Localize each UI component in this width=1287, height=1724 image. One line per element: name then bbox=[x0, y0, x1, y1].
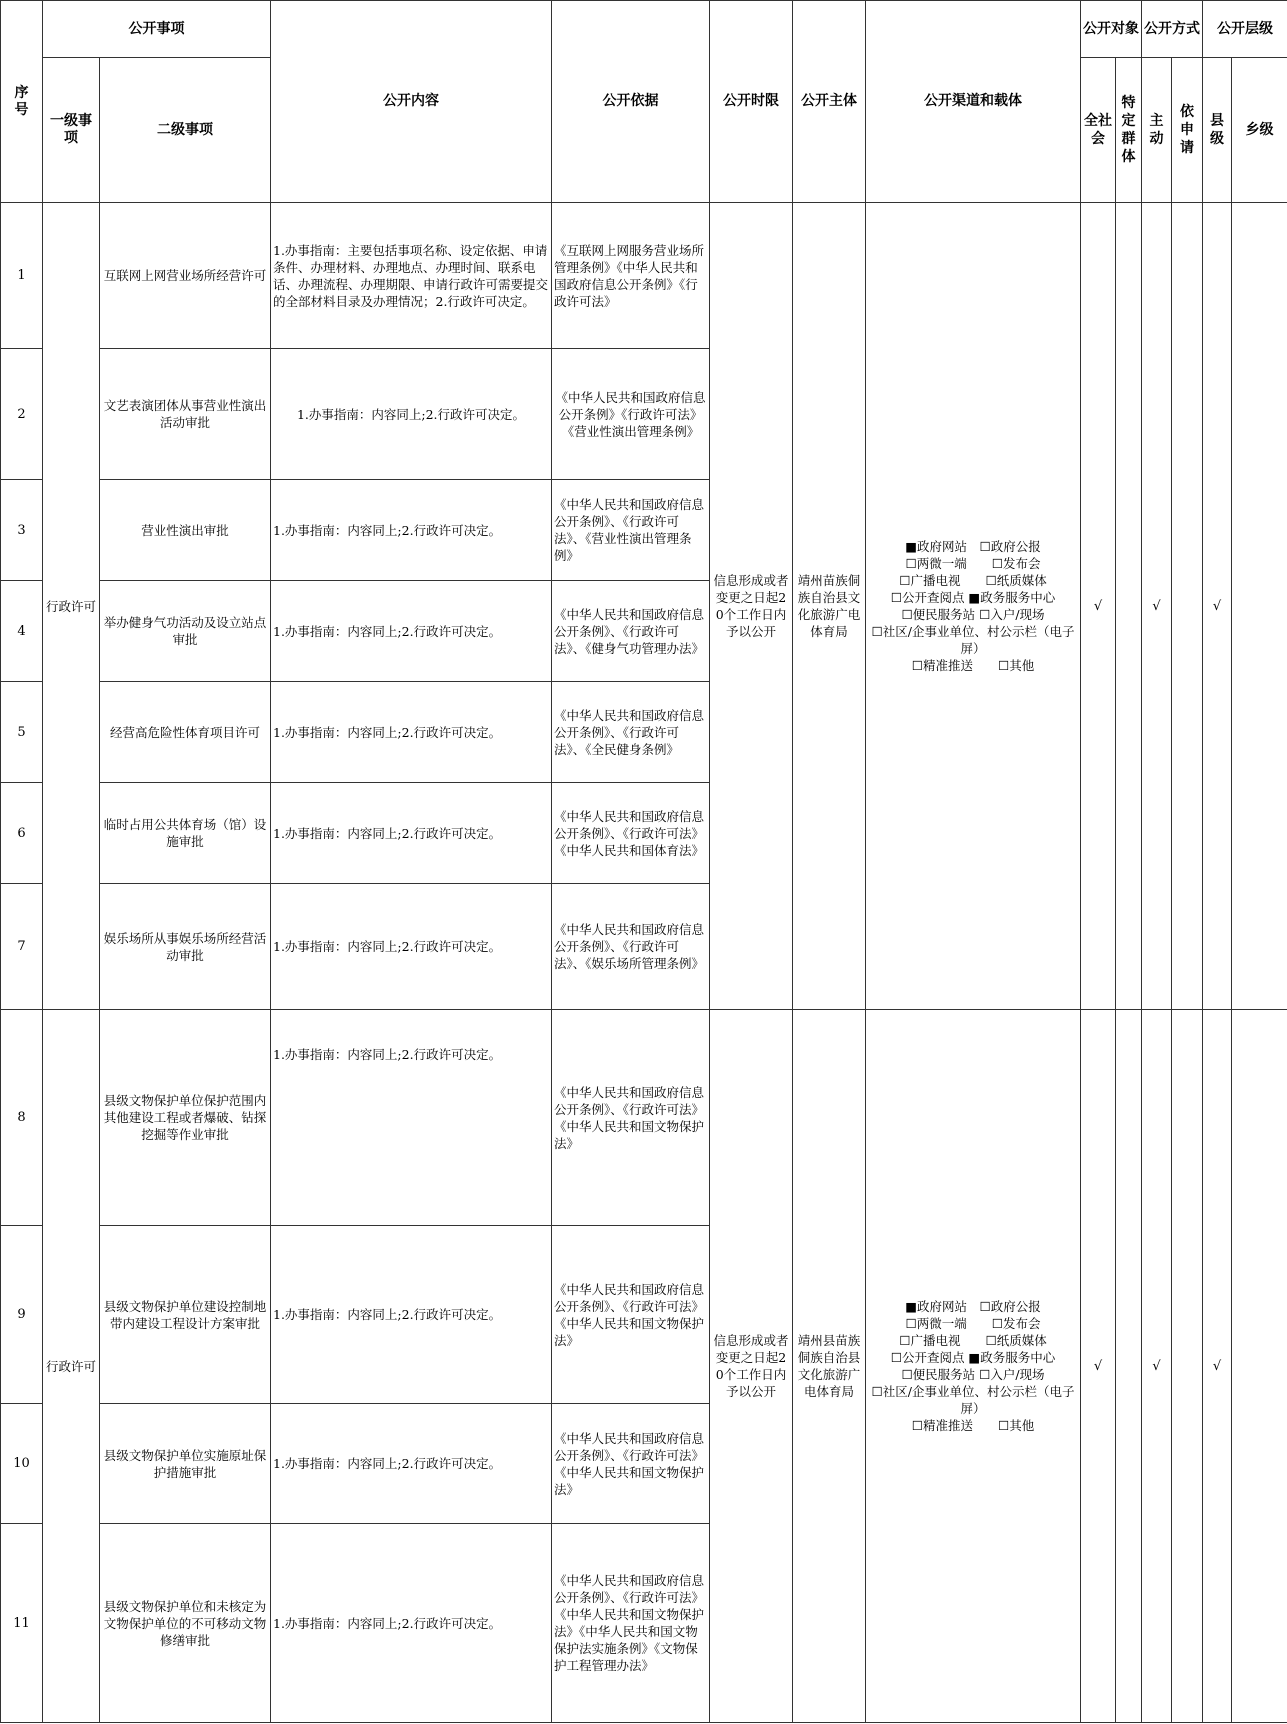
target-all-check: √ bbox=[1081, 1010, 1116, 1723]
target-all-check: √ bbox=[1081, 203, 1116, 1010]
content-cell: 1.办事指南：内容同上;2.行政许可决定。 bbox=[271, 581, 552, 682]
target-specific-check bbox=[1116, 1010, 1142, 1723]
basis-cell: 《中华人民共和国政府信息公开条例》《行政许可法》《营业性演出管理条例》 bbox=[552, 349, 710, 480]
table-row bbox=[1, 203, 1287, 349]
content-cell: 1.办事指南：内容同上;2.行政许可决定。 bbox=[271, 783, 552, 884]
content-cell: 1.办事指南：内容同上;2.行政许可决定。 bbox=[271, 349, 552, 480]
level2-cell: 互联网上网营业场所经营许可 bbox=[100, 203, 271, 349]
basis-cell: 《中华人民共和国政府信息公开条例》、《行政许可法》《中华人民共和国文物保护法》 bbox=[552, 1226, 710, 1404]
level2-cell: 举办健身气功活动及设立站点审批 bbox=[100, 581, 271, 682]
row-seq: 8 bbox=[1, 1010, 43, 1226]
time-limit-cell: 信息形成或者变更之日起20个工作日内予以公开 bbox=[710, 1010, 793, 1723]
basis-cell: 《中华人民共和国政府信息公开条例》、《行政许可法》、《健身气功管理办法》 bbox=[552, 581, 710, 682]
header-target: 公开对象 bbox=[1081, 1, 1142, 58]
content-cell: 1.办事指南：主要包括事项名称、设定依据、申请条件、办理材料、办理地点、办理时间、联系电话、办理流程、办理期限、申请行政许可需要提交的全部材料目录及办理情况；2.行政许可决定。 bbox=[271, 203, 552, 349]
basis-cell: 《中华人民共和国政府信息公开条例》、《行政许可法》《中华人民共和国文物保护法》《中华人民共和国文物保护法实施条例》《文物保护工程管理办法》 bbox=[552, 1524, 710, 1723]
row-seq: 4 bbox=[1, 581, 43, 682]
level2-cell: 县级文物保护单位和未核定为文物保护单位的不可移动文物修缮审批 bbox=[100, 1524, 271, 1723]
header-method-active: 主动 bbox=[1142, 58, 1172, 203]
level-county-check: √ bbox=[1203, 203, 1232, 1010]
basis-cell: 《中华人民共和国政府信息公开条例》、《行政许可法》《中华人民共和国文物保护法》 bbox=[552, 1404, 710, 1524]
header-level: 公开层级 bbox=[1203, 1, 1287, 58]
basis-cell: 《互联网上网服务营业场所管理条例》《中华人民共和国政府信息公开条例》《行政许可法》 bbox=[552, 203, 710, 349]
row-seq: 6 bbox=[1, 783, 43, 884]
header-method: 公开方式 bbox=[1142, 1, 1203, 58]
row-seq: 9 bbox=[1, 1226, 43, 1404]
basis-cell: 《中华人民共和国政府信息公开条例》、《行政许可法》、《娱乐场所管理条例》 bbox=[552, 884, 710, 1010]
subject-cell: 靖州县苗族侗族自治县文化旅游广电体育局 bbox=[793, 1010, 866, 1723]
header-level1: 一级事项 bbox=[43, 58, 100, 203]
header-time-limit: 公开时限 bbox=[710, 1, 793, 203]
level-county-check: √ bbox=[1203, 1010, 1232, 1723]
header-public-item: 公开事项 bbox=[43, 1, 271, 58]
method-active-check: √ bbox=[1142, 203, 1172, 1010]
basis-cell: 《中华人民共和国政府信息公开条例》、《行政许可法》、《营业性演出管理条例》 bbox=[552, 480, 710, 581]
method-active-check: √ bbox=[1142, 1010, 1172, 1723]
level2-cell: 县级文物保护单位保护范围内其他建设工程或者爆破、钻探挖掘等作业审批 bbox=[100, 1010, 271, 1226]
subject-cell: 靖州苗族侗族自治县文化旅游广电体育局 bbox=[793, 203, 866, 1010]
table-row bbox=[1, 1010, 1287, 1226]
row-seq: 3 bbox=[1, 480, 43, 581]
level2-cell: 经营高危险性体育项目许可 bbox=[100, 682, 271, 783]
content-cell: 1.办事指南：内容同上;2.行政许可决定。 bbox=[271, 1226, 552, 1404]
level2-cell: 娱乐场所从事娱乐场所经营活动审批 bbox=[100, 884, 271, 1010]
basis-cell: 《中华人民共和国政府信息公开条例》、《行政许可法》《中华人民共和国体育法》 bbox=[552, 783, 710, 884]
content-cell: 1.办事指南：内容同上;2.行政许可决定。 bbox=[271, 1524, 552, 1723]
content-cell: 1.办事指南：内容同上;2.行政许可决定。 bbox=[271, 1404, 552, 1524]
method-apply-check bbox=[1172, 1010, 1203, 1723]
basis-cell: 《中华人民共和国政府信息公开条例》、《行政许可法》《中华人民共和国文物保护法》 bbox=[552, 1010, 710, 1226]
time-limit-cell: 信息形成或者变更之日起20个工作日内予以公开 bbox=[710, 203, 793, 1010]
content-cell: 1.办事指南：内容同上;2.行政许可决定。 bbox=[271, 480, 552, 581]
level2-cell: 营业性演出审批 bbox=[100, 480, 271, 581]
channel-cell: ■政府网站 ☐政府公报 ☐两微一端 ☐发布会 ☐广播电视 ☐纸质媒体 ☐公开查阅点 ■政务服务中心 ☐便民服务站 ☐入户/现场 ☐社区/企事业单位、村公示栏（电子屏） ☐精准推送 ☐其他 bbox=[866, 1010, 1081, 1723]
level2-cell: 临时占用公共体育场（馆）设施审批 bbox=[100, 783, 271, 884]
level1-cell: 行政许可 bbox=[43, 1010, 100, 1723]
header-level-township: 乡级 bbox=[1232, 58, 1287, 203]
header-target-specific: 特定群体 bbox=[1116, 58, 1142, 203]
header-seq: 序号 bbox=[1, 1, 43, 203]
content-cell: 1.办事指南：内容同上;2.行政许可决定。 bbox=[271, 682, 552, 783]
level2-cell: 文艺表演团体从事营业性演出活动审批 bbox=[100, 349, 271, 480]
header-channel: 公开渠道和载体 bbox=[866, 1, 1081, 203]
header-level-county: 县级 bbox=[1203, 58, 1232, 203]
content-cell: 1.办事指南：内容同上;2.行政许可决定。 bbox=[271, 1010, 552, 1226]
level-township-check bbox=[1232, 1010, 1287, 1723]
content-cell: 1.办事指南：内容同上;2.行政许可决定。 bbox=[271, 884, 552, 1010]
header-method-apply: 依申请 bbox=[1172, 58, 1203, 203]
row-seq: 5 bbox=[1, 682, 43, 783]
header-basis: 公开依据 bbox=[552, 1, 710, 203]
header-content: 公开内容 bbox=[271, 1, 552, 203]
header-level2: 二级事项 bbox=[100, 58, 271, 203]
header-target-all: 全社会 bbox=[1081, 58, 1116, 203]
row-seq: 11 bbox=[1, 1524, 43, 1723]
level2-cell: 县级文物保护单位实施原址保护措施审批 bbox=[100, 1404, 271, 1524]
level1-cell: 行政许可 bbox=[43, 203, 100, 1010]
channel-cell: ■政府网站 ☐政府公报 ☐两微一端 ☐发布会 ☐广播电视 ☐纸质媒体 ☐公开查阅点 ■政务服务中心 ☐便民服务站 ☐入户/现场 ☐社区/企事业单位、村公示栏（电子屏） ☐精准推送 ☐其他 bbox=[866, 203, 1081, 1010]
row-seq: 7 bbox=[1, 884, 43, 1010]
row-seq: 1 bbox=[1, 203, 43, 349]
target-specific-check bbox=[1116, 203, 1142, 1010]
method-apply-check bbox=[1172, 203, 1203, 1010]
level2-cell: 县级文物保护单位建设控制地带内建设工程设计方案审批 bbox=[100, 1226, 271, 1404]
row-seq: 10 bbox=[1, 1404, 43, 1524]
header-subject: 公开主体 bbox=[793, 1, 866, 203]
row-seq: 2 bbox=[1, 349, 43, 480]
level-township-check bbox=[1232, 203, 1287, 1010]
basis-cell: 《中华人民共和国政府信息公开条例》、《行政许可法》、《全民健身条例》 bbox=[552, 682, 710, 783]
